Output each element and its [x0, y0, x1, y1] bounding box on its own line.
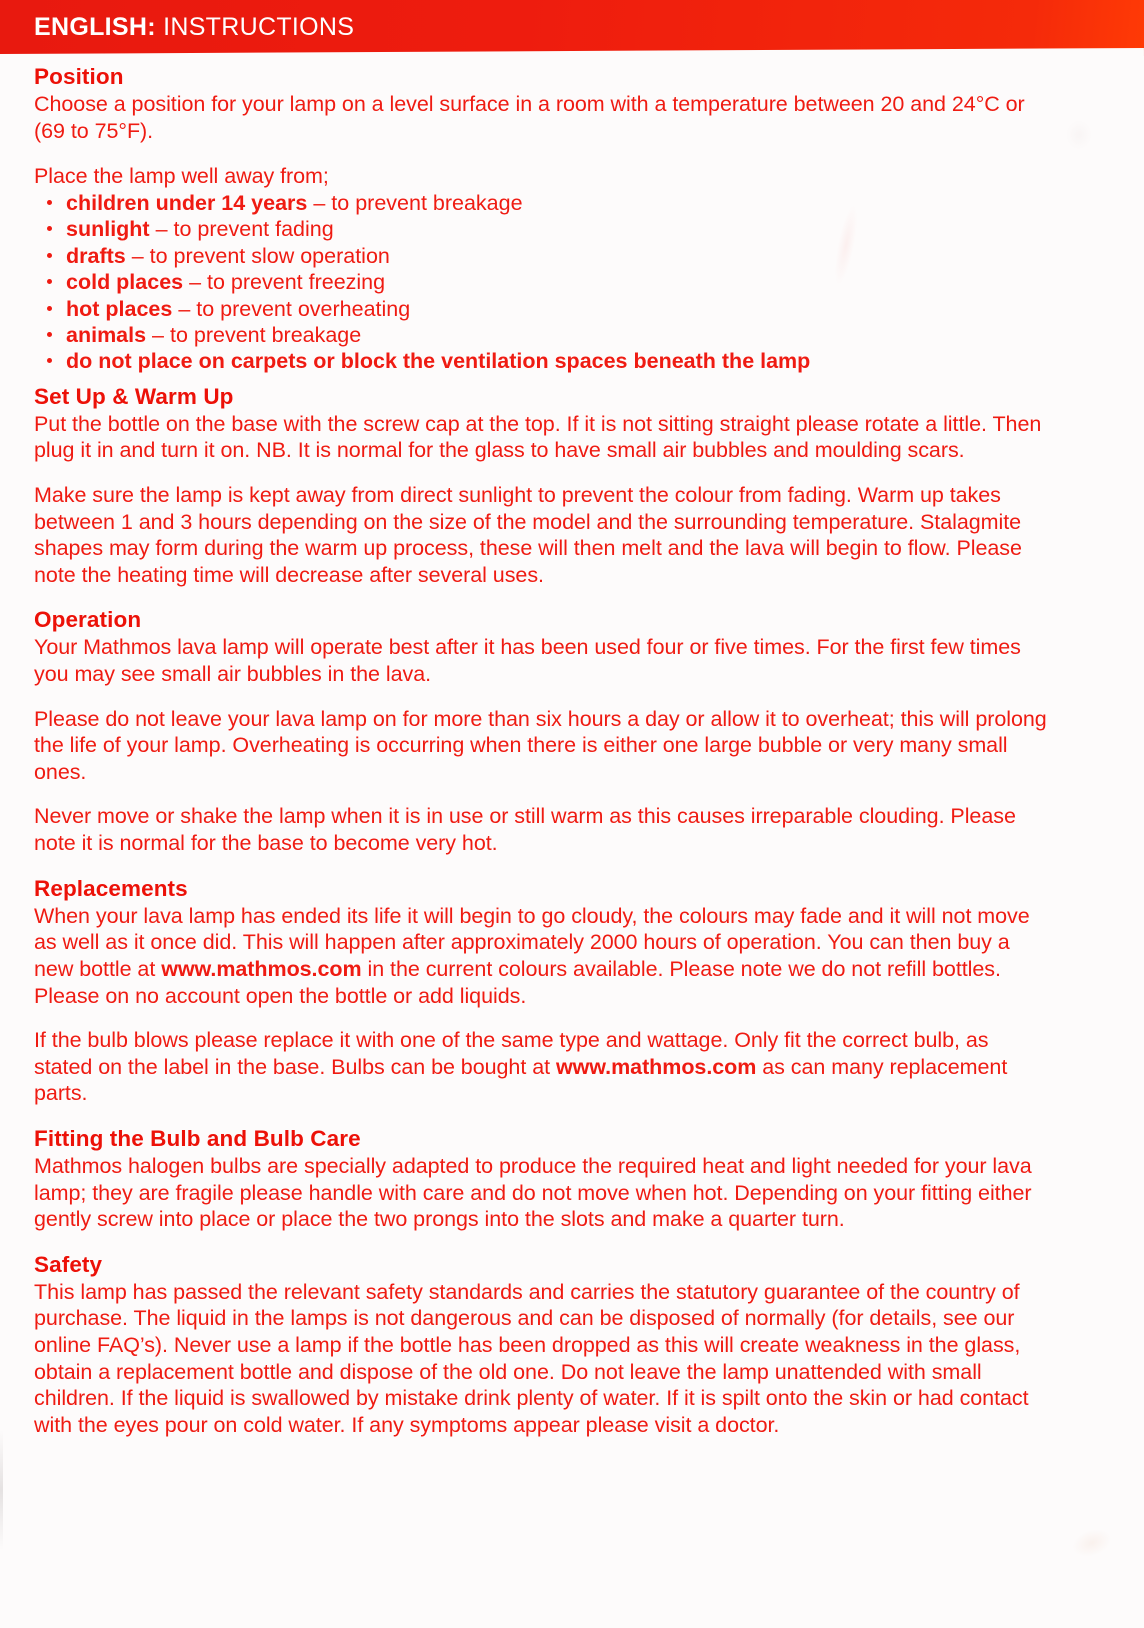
- replacements-p1-text-b: in the current colours available. Please note we do not refill bottles. Please on no account open the bottle or add liquids.: [34, 956, 1001, 1008]
- safety-paragraph-1: This lamp has passed the relevant safety standards and carries the statutory guarantee of the country of purchase. The liquid in the lamps is not dangerous and can be disposed of normally (for details, see our online FAQ’s). Never use a lamp if the bottle has been dropped as this will create weakness in the glass, obtain a replacement bottle and dispose of the old one. Do not leave the lamp unattended with small children. If the liquid is swallowed by mistake drink plenty of water. If it is spilt onto the skin or had contact with the eyes pour on cold water. If any symptoms appear please visit a doctor.: [34, 1279, 1029, 1437]
- page-title: [34, 13, 354, 42]
- position-bullet-list: [34, 190, 1050, 375]
- bullet-rest: – to prevent overheating: [172, 296, 411, 321]
- section-safety: [34, 1252, 1050, 1439]
- operation-paragraph-2: Please do not leave your lava lamp on for more than six hours a day or allow it to overheat; this will prolong the life of your lamp. Overheating is occurring when there is either one large bubble or very many small ones.: [34, 706, 1047, 784]
- scan-artifact: [1069, 1524, 1115, 1561]
- operation-paragraph-1: Your Mathmos lava lamp will operate best after it has been used four or five times. For the first few times you may see small air bubbles in the lava.: [34, 635, 1021, 687]
- bullet-rest: – to prevent slow operation: [125, 243, 390, 268]
- bullet-dot-icon: [47, 226, 52, 231]
- list-item: [34, 216, 1050, 242]
- replacements-paragraph-1: [34, 903, 1050, 1009]
- list-item: [34, 322, 1050, 348]
- bullet-term: cold places: [66, 270, 184, 295]
- document-body: [34, 64, 1050, 1438]
- position-bullets-intro: Place the lamp well away from;: [34, 164, 329, 189]
- section-replacements: [34, 876, 1050, 1107]
- bullet-term: drafts: [66, 243, 126, 268]
- bullet-rest: – to prevent freezing: [183, 270, 386, 295]
- mathmos-website-link[interactable]: www.mathmos.com: [161, 956, 362, 981]
- bullet-rest: – to prevent breakage: [307, 190, 523, 215]
- section-setup-warmup: [34, 384, 1050, 589]
- bullet-dot-icon: [47, 279, 52, 284]
- setup-paragraph-2: Make sure the lamp is kept away from direct sunlight to prevent the colour from fading. Warm up takes between 1 and 3 hours depending on the size of the model and the surrounding temperature. Stalagmite shapes may form during the warm up process, these will then melt and the lava will begin to flow. Please note the heating time will decrease after several uses.: [34, 483, 1022, 587]
- list-item: [34, 243, 1050, 269]
- heading-setup-warmup: Set Up & Warm Up: [34, 383, 234, 409]
- heading-position: Position: [34, 64, 124, 89]
- bullet-dot-icon: [47, 358, 52, 363]
- bullet-term: sunlight: [66, 217, 150, 242]
- mathmos-website-link[interactable]: www.mathmos.com: [555, 1054, 757, 1079]
- page-title-language: ENGLISH:: [34, 13, 156, 41]
- replacements-paragraph-2: [34, 1027, 1050, 1107]
- list-item: [34, 190, 1050, 216]
- heading-replacements: Replacements: [34, 875, 188, 901]
- page-header-banner: [0, 0, 1144, 56]
- scan-edge-shadow: [0, 1430, 3, 1550]
- replacements-p2-text-b: as can many replacement parts.: [34, 1054, 1008, 1106]
- bullet-term: children under 14 years: [66, 190, 308, 215]
- page-title-kind: INSTRUCTIONS: [155, 13, 355, 41]
- heading-fitting-bulb: Fitting the Bulb and Bulb Care: [34, 1125, 361, 1151]
- setup-paragraph-1: Put the bottle on the base with the screw cap at the top. If it is not sitting straight please rotate a little. Then plug it in and turn it on. NB. It is normal for the glass to have small air bubbles and moulding scars.: [34, 411, 1042, 463]
- bullet-term: animals: [66, 322, 147, 347]
- section-position: [34, 64, 1050, 375]
- bullet-term: hot places: [66, 296, 173, 321]
- section-operation: [34, 607, 1050, 856]
- bullet-dot-icon: [47, 253, 52, 258]
- bullet-dot-icon: [47, 200, 52, 205]
- bulb-paragraph-1: Mathmos halogen bulbs are specially adapted to produce the required heat and light needed for your lava lamp; they are fragile please handle with care and do not move when hot. Depending on your fitting either gently screw into place or place the two prongs into the slots and make a quarter turn.: [34, 1153, 1032, 1232]
- replacements-p2-text-a: If the bulb blows please replace it with one of the same type and wattage. Only fit the correct bulb, as stated on the label in the base. Bulbs can be bought at: [34, 1028, 989, 1079]
- position-paragraph-1: Choose a position for your lamp on a level surface in a room with a temperature between 20 and 24°C or (69 to 75°F).: [34, 92, 1025, 143]
- heading-operation: Operation: [34, 607, 142, 633]
- bullet-dot-icon: [47, 332, 52, 337]
- bullet-term: do not place on carpets or block the ventilation spaces beneath the lamp: [66, 349, 811, 374]
- scan-artifact: [1066, 120, 1092, 150]
- bullet-rest: – to prevent breakage: [146, 322, 362, 347]
- section-fitting-bulb: [34, 1126, 1050, 1233]
- list-item: [34, 269, 1050, 295]
- bullet-dot-icon: [47, 306, 52, 311]
- heading-safety: Safety: [34, 1251, 103, 1277]
- replacements-p1-text-a: When your lava lamp has ended its life it will begin to go cloudy, the colours may fade and it will not move as well as it once did. This will happen after approximately 2000 hours of operation. You can then buy a new bottle at: [34, 903, 1030, 981]
- list-item: [34, 348, 1050, 374]
- list-item: [34, 296, 1050, 322]
- operation-paragraph-3: Never move or shake the lamp when it is in use or still warm as this causes irreparable clouding. Please note it is normal for the base to become very hot.: [34, 804, 1016, 856]
- bullet-rest: – to prevent fading: [149, 217, 334, 242]
